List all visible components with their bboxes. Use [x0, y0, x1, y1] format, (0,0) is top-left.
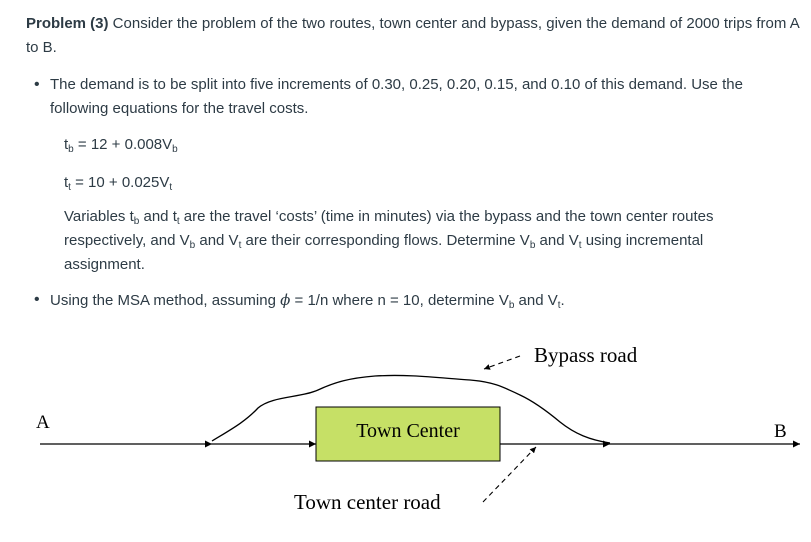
equation-town-center: $t_t = 10 + 0.025V_t$: [64, 174, 173, 193]
problem-intro-text: Consider the problem of the two routes, town center and bypass, given the demand of 2000 trips from A to B.: [26, 15, 799, 56]
equation-bypass: $t_b = 12 + 0.008V_b$: [64, 136, 178, 155]
bullet-2-marker: •: [34, 291, 40, 308]
bullet-1-text: The demand is to be split into five increments of 0.30, 0.25, 0.20, 0.15, and 0.10 of this demand. Use the following equations for the travel costs.: [50, 76, 743, 117]
node-a-label: A: [36, 412, 50, 433]
bypass-road-label: Bypass road: [534, 343, 638, 367]
town-center-label: Town Center: [356, 420, 460, 442]
variables-paragraph: Variables $t_b$ and $t_t$ are the travel ‘costs’ (time in minutes) via the bypass and the town center routes respectively, and $V_b$ and $V_t$ are their corresponding flows. Determine $V_b$ and $V_t$ using incremental assignment.: [64, 208, 714, 273]
town-road-label: Town center road: [294, 490, 441, 514]
phi-symbol: ϕ: [280, 291, 291, 309]
problem-label: Problem (3): [26, 15, 109, 32]
bypass-label-pointer: [484, 356, 520, 369]
bullet-1-marker: •: [34, 76, 40, 93]
node-b-label: B: [774, 421, 787, 442]
bullet-2-text: Using the MSA method, assuming ϕ = 1/n where n = 10, determine $V_b$ and $V_t$.: [50, 291, 565, 311]
